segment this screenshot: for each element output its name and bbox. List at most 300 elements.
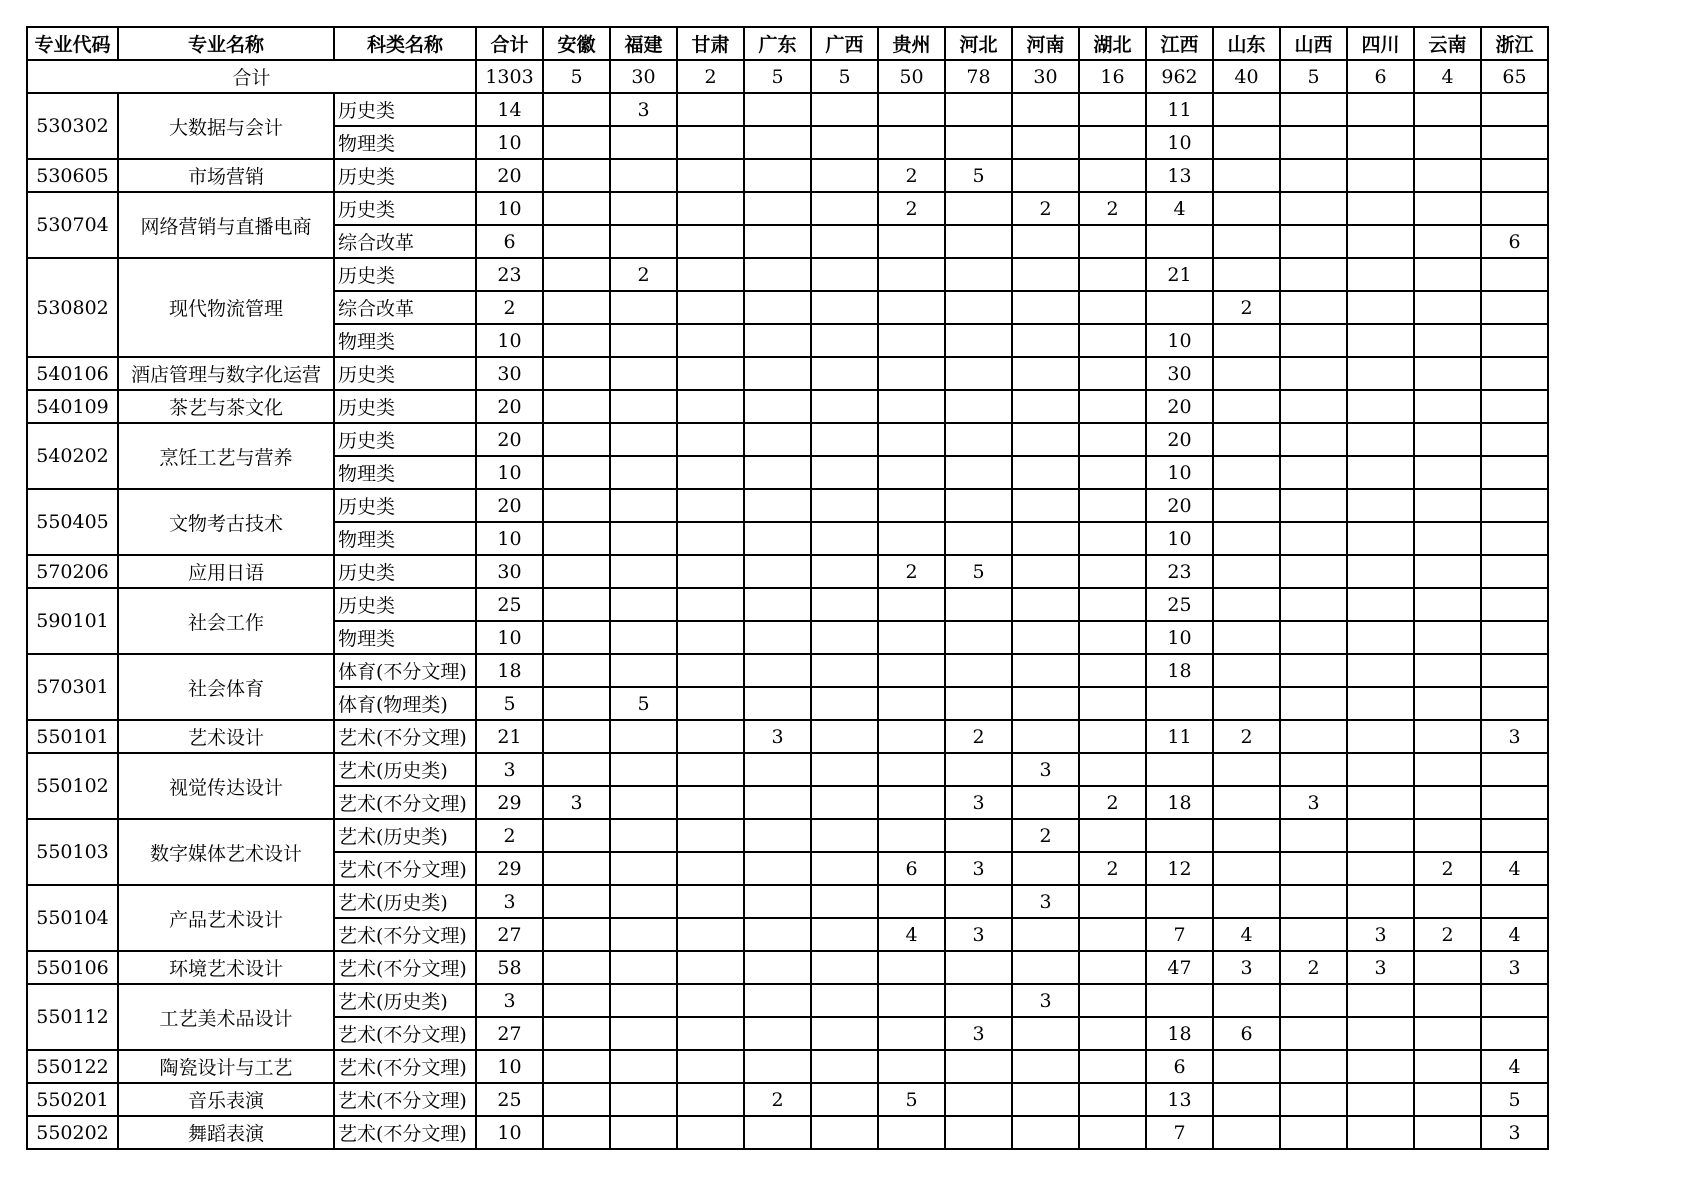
major-name-cell: 大数据与会计 xyxy=(118,93,334,159)
province-count-cell xyxy=(543,621,610,654)
province-count-cell xyxy=(543,126,610,159)
province-count-cell xyxy=(945,1116,1012,1149)
province-count-cell xyxy=(1414,951,1481,984)
province-count-cell xyxy=(1012,720,1079,753)
province-count-cell xyxy=(677,654,744,687)
province-count-cell xyxy=(677,423,744,456)
province-count-cell xyxy=(1079,456,1146,489)
province-count-cell xyxy=(543,720,610,753)
category-cell: 历史类 xyxy=(334,423,476,456)
table-row xyxy=(27,93,1548,126)
province-count-cell: 11 xyxy=(1146,93,1213,126)
province-count-cell xyxy=(1481,621,1548,654)
province-count-cell xyxy=(677,357,744,390)
province-count-cell xyxy=(1012,654,1079,687)
province-count-cell xyxy=(811,1083,878,1116)
province-count-cell xyxy=(610,357,677,390)
category-cell: 体育(物理类) xyxy=(334,687,476,720)
province-count-cell xyxy=(1079,1083,1146,1116)
province-count-cell xyxy=(878,423,945,456)
province-count-cell xyxy=(1079,324,1146,357)
province-count-cell xyxy=(1012,159,1079,192)
province-count-cell: 25 xyxy=(1146,588,1213,621)
province-count-cell xyxy=(543,192,610,225)
province-count-cell xyxy=(1347,621,1414,654)
province-count-cell xyxy=(744,489,811,522)
major-name-cell: 工艺美术品设计 xyxy=(118,984,334,1050)
province-count-cell xyxy=(811,687,878,720)
table-row xyxy=(27,753,1548,786)
province-count-cell xyxy=(1481,984,1548,1017)
major-code-cell: 550405 xyxy=(27,489,118,555)
category-cell: 历史类 xyxy=(334,258,476,291)
province-count-cell xyxy=(1012,225,1079,258)
major-code-cell: 570301 xyxy=(27,654,118,720)
province-count-cell xyxy=(1481,93,1548,126)
province-count-cell: 3 xyxy=(1481,1116,1548,1149)
province-count-cell xyxy=(1079,225,1146,258)
province-count-cell xyxy=(1213,324,1280,357)
province-count-cell xyxy=(543,555,610,588)
header-cell: 广东 xyxy=(744,27,811,60)
province-count-cell xyxy=(610,324,677,357)
table-row xyxy=(27,984,1548,1017)
province-count-cell xyxy=(945,93,1012,126)
province-count-cell: 2 xyxy=(1280,951,1347,984)
province-count-cell xyxy=(543,588,610,621)
header-cell: 湖北 xyxy=(1079,27,1146,60)
province-count-cell xyxy=(610,621,677,654)
province-count-cell xyxy=(811,423,878,456)
total-cell: 5 xyxy=(1280,60,1347,93)
province-count-cell xyxy=(677,93,744,126)
row-total-cell: 29 xyxy=(476,852,543,885)
province-count-cell xyxy=(1213,456,1280,489)
province-count-cell xyxy=(543,489,610,522)
province-count-cell xyxy=(1414,687,1481,720)
province-count-cell xyxy=(610,1050,677,1083)
province-count-cell: 7 xyxy=(1146,918,1213,951)
province-count-cell xyxy=(744,654,811,687)
province-count-cell xyxy=(1414,126,1481,159)
province-count-cell xyxy=(610,456,677,489)
province-count-cell xyxy=(1347,885,1414,918)
province-count-cell xyxy=(1347,852,1414,885)
province-count-cell xyxy=(744,126,811,159)
province-count-cell xyxy=(1012,555,1079,588)
province-count-cell xyxy=(945,588,1012,621)
province-count-cell xyxy=(1079,720,1146,753)
province-count-cell xyxy=(677,687,744,720)
province-count-cell xyxy=(1213,159,1280,192)
province-count-cell: 4 xyxy=(1213,918,1280,951)
major-name-cell: 环境艺术设计 xyxy=(118,951,334,984)
province-count-cell xyxy=(1280,192,1347,225)
province-count-cell xyxy=(1012,423,1079,456)
table-row xyxy=(27,423,1548,456)
province-count-cell xyxy=(811,489,878,522)
row-total-cell: 18 xyxy=(476,654,543,687)
row-total-cell: 58 xyxy=(476,951,543,984)
major-code-cell: 540109 xyxy=(27,390,118,423)
province-count-cell xyxy=(543,819,610,852)
province-count-cell xyxy=(1347,192,1414,225)
total-cell: 962 xyxy=(1146,60,1213,93)
province-count-cell xyxy=(1012,1116,1079,1149)
province-count-cell xyxy=(1012,1083,1079,1116)
province-count-cell xyxy=(811,918,878,951)
province-count-cell xyxy=(945,489,1012,522)
row-total-cell: 10 xyxy=(476,1050,543,1083)
province-count-cell: 2 xyxy=(1079,192,1146,225)
major-name-cell: 视觉传达设计 xyxy=(118,753,334,819)
total-cell: 30 xyxy=(610,60,677,93)
province-count-cell xyxy=(1079,984,1146,1017)
province-count-cell xyxy=(677,522,744,555)
row-total-cell: 30 xyxy=(476,555,543,588)
province-count-cell: 20 xyxy=(1146,390,1213,423)
major-code-cell: 540202 xyxy=(27,423,118,489)
province-count-cell: 5 xyxy=(945,555,1012,588)
province-count-cell xyxy=(1481,192,1548,225)
total-cell: 5 xyxy=(543,60,610,93)
province-count-cell xyxy=(744,984,811,1017)
province-count-cell xyxy=(1347,489,1414,522)
province-count-cell xyxy=(878,1017,945,1050)
category-cell: 艺术(历史类) xyxy=(334,819,476,852)
total-cell: 5 xyxy=(811,60,878,93)
province-count-cell xyxy=(1012,456,1079,489)
province-count-cell: 2 xyxy=(1414,918,1481,951)
province-count-cell xyxy=(945,984,1012,1017)
province-count-cell: 2 xyxy=(1213,291,1280,324)
row-total-cell: 27 xyxy=(476,1017,543,1050)
province-count-cell xyxy=(878,588,945,621)
province-count-cell xyxy=(543,159,610,192)
province-count-cell xyxy=(878,324,945,357)
province-count-cell: 47 xyxy=(1146,951,1213,984)
province-count-cell xyxy=(1414,522,1481,555)
header-cell: 福建 xyxy=(610,27,677,60)
province-count-cell: 4 xyxy=(1146,192,1213,225)
major-name-cell: 艺术设计 xyxy=(118,720,334,753)
major-name-cell: 产品艺术设计 xyxy=(118,885,334,951)
row-total-cell: 10 xyxy=(476,192,543,225)
province-count-cell xyxy=(1414,1116,1481,1149)
province-count-cell xyxy=(1012,489,1079,522)
major-code-cell: 570206 xyxy=(27,555,118,588)
province-count-cell xyxy=(1213,984,1280,1017)
category-cell: 综合改革 xyxy=(334,225,476,258)
province-count-cell xyxy=(1280,93,1347,126)
province-count-cell xyxy=(677,159,744,192)
province-count-cell xyxy=(543,1083,610,1116)
province-count-cell xyxy=(610,1017,677,1050)
province-count-cell xyxy=(1347,1050,1414,1083)
province-count-cell xyxy=(945,324,1012,357)
province-count-cell: 3 xyxy=(610,93,677,126)
province-count-cell xyxy=(1347,159,1414,192)
province-count-cell xyxy=(543,654,610,687)
province-count-cell xyxy=(744,1116,811,1149)
province-count-cell xyxy=(878,621,945,654)
province-count-cell xyxy=(945,753,1012,786)
category-cell: 物理类 xyxy=(334,324,476,357)
province-count-cell xyxy=(1347,687,1414,720)
province-count-cell: 3 xyxy=(1012,885,1079,918)
province-count-cell xyxy=(1012,918,1079,951)
row-total-cell: 25 xyxy=(476,1083,543,1116)
province-count-cell: 13 xyxy=(1146,1083,1213,1116)
province-count-cell: 3 xyxy=(1012,753,1079,786)
province-count-cell xyxy=(1213,819,1280,852)
province-count-cell: 2 xyxy=(1414,852,1481,885)
province-count-cell xyxy=(1079,1017,1146,1050)
province-count-cell xyxy=(543,423,610,456)
province-count-cell xyxy=(878,984,945,1017)
major-code-cell: 550102 xyxy=(27,753,118,819)
province-count-cell xyxy=(744,1050,811,1083)
province-count-cell: 2 xyxy=(1079,852,1146,885)
category-cell: 历史类 xyxy=(334,555,476,588)
category-cell: 综合改革 xyxy=(334,291,476,324)
province-count-cell xyxy=(1347,93,1414,126)
row-total-cell: 21 xyxy=(476,720,543,753)
province-count-cell xyxy=(677,456,744,489)
province-count-cell xyxy=(1012,258,1079,291)
total-cell: 1303 xyxy=(476,60,543,93)
province-count-cell xyxy=(878,522,945,555)
province-count-cell: 3 xyxy=(1213,951,1280,984)
province-count-cell xyxy=(1079,489,1146,522)
province-count-cell xyxy=(677,126,744,159)
province-count-cell xyxy=(1347,126,1414,159)
province-count-cell xyxy=(811,555,878,588)
table-row xyxy=(27,489,1548,522)
table-row xyxy=(27,720,1548,753)
province-count-cell: 10 xyxy=(1146,456,1213,489)
province-count-cell xyxy=(1414,324,1481,357)
province-count-cell xyxy=(543,1017,610,1050)
totals-label: 合计 xyxy=(27,60,476,93)
row-total-cell: 10 xyxy=(476,126,543,159)
province-count-cell xyxy=(1146,687,1213,720)
row-total-cell: 20 xyxy=(476,423,543,456)
province-count-cell xyxy=(1213,126,1280,159)
category-cell: 历史类 xyxy=(334,192,476,225)
province-count-cell xyxy=(1213,390,1280,423)
province-count-cell: 2 xyxy=(1012,819,1079,852)
province-count-cell: 6 xyxy=(878,852,945,885)
province-count-cell xyxy=(811,951,878,984)
province-count-cell xyxy=(543,258,610,291)
province-count-cell xyxy=(543,687,610,720)
province-count-cell: 5 xyxy=(878,1083,945,1116)
province-count-cell xyxy=(811,258,878,291)
province-count-cell xyxy=(1414,1050,1481,1083)
province-count-cell xyxy=(945,1083,1012,1116)
province-count-cell xyxy=(677,621,744,654)
total-cell: 5 xyxy=(744,60,811,93)
province-count-cell xyxy=(1280,654,1347,687)
province-count-cell xyxy=(1079,555,1146,588)
province-count-cell xyxy=(945,390,1012,423)
province-count-cell xyxy=(811,225,878,258)
province-count-cell: 3 xyxy=(1280,786,1347,819)
province-count-cell xyxy=(878,753,945,786)
province-count-cell xyxy=(1213,555,1280,588)
major-code-cell: 530802 xyxy=(27,258,118,357)
row-total-cell: 3 xyxy=(476,885,543,918)
table-row xyxy=(27,192,1548,225)
province-count-cell: 21 xyxy=(1146,258,1213,291)
province-count-cell xyxy=(878,951,945,984)
row-total-cell: 6 xyxy=(476,225,543,258)
province-count-cell xyxy=(1012,93,1079,126)
province-count-cell xyxy=(1347,291,1414,324)
province-count-cell xyxy=(1347,390,1414,423)
province-count-cell xyxy=(744,390,811,423)
province-count-cell xyxy=(1213,885,1280,918)
major-code-cell: 550104 xyxy=(27,885,118,951)
major-name-cell: 社会体育 xyxy=(118,654,334,720)
province-count-cell xyxy=(1012,687,1079,720)
table-row xyxy=(27,1083,1548,1116)
province-count-cell xyxy=(543,885,610,918)
province-count-cell xyxy=(610,885,677,918)
province-count-cell: 2 xyxy=(1213,720,1280,753)
row-total-cell: 20 xyxy=(476,489,543,522)
province-count-cell xyxy=(1347,1083,1414,1116)
table-row xyxy=(27,654,1548,687)
province-count-cell xyxy=(1347,555,1414,588)
province-count-cell xyxy=(1347,753,1414,786)
province-count-cell xyxy=(1280,1083,1347,1116)
major-name-cell: 茶艺与茶文化 xyxy=(118,390,334,423)
province-count-cell xyxy=(1414,159,1481,192)
province-count-cell: 18 xyxy=(1146,786,1213,819)
province-count-cell xyxy=(811,93,878,126)
province-count-cell xyxy=(744,1017,811,1050)
table-row xyxy=(27,1116,1548,1149)
province-count-cell xyxy=(1079,258,1146,291)
province-count-cell xyxy=(1347,786,1414,819)
table-row xyxy=(27,555,1548,588)
province-count-cell xyxy=(1414,753,1481,786)
major-code-cell: 530704 xyxy=(27,192,118,258)
province-count-cell xyxy=(1481,126,1548,159)
province-count-cell xyxy=(811,126,878,159)
province-count-cell: 2 xyxy=(610,258,677,291)
province-count-cell xyxy=(1146,819,1213,852)
province-count-cell xyxy=(1347,324,1414,357)
province-count-cell xyxy=(610,423,677,456)
province-count-cell xyxy=(945,819,1012,852)
province-count-cell xyxy=(1414,588,1481,621)
province-count-cell xyxy=(677,291,744,324)
province-count-cell xyxy=(610,654,677,687)
province-count-cell xyxy=(1481,489,1548,522)
major-code-cell: 550201 xyxy=(27,1083,118,1116)
province-count-cell xyxy=(878,720,945,753)
table-row xyxy=(27,258,1548,291)
header-cell: 山西 xyxy=(1280,27,1347,60)
header-cell: 四川 xyxy=(1347,27,1414,60)
province-count-cell xyxy=(878,1050,945,1083)
province-count-cell xyxy=(610,126,677,159)
category-cell: 艺术(历史类) xyxy=(334,984,476,1017)
totals-row xyxy=(27,60,1548,93)
province-count-cell xyxy=(677,918,744,951)
row-total-cell: 3 xyxy=(476,753,543,786)
row-total-cell: 10 xyxy=(476,621,543,654)
province-count-cell xyxy=(1280,588,1347,621)
province-count-cell xyxy=(677,258,744,291)
province-count-cell xyxy=(744,918,811,951)
province-count-cell xyxy=(1079,93,1146,126)
province-count-cell: 2 xyxy=(878,192,945,225)
major-name-cell: 现代物流管理 xyxy=(118,258,334,357)
province-count-cell xyxy=(1414,621,1481,654)
category-cell: 艺术(不分文理) xyxy=(334,1050,476,1083)
province-count-cell xyxy=(1347,456,1414,489)
province-count-cell xyxy=(543,357,610,390)
province-count-cell xyxy=(1213,258,1280,291)
province-count-cell xyxy=(543,93,610,126)
province-count-cell xyxy=(878,456,945,489)
table-row xyxy=(27,390,1548,423)
province-count-cell xyxy=(610,1083,677,1116)
province-count-cell xyxy=(878,885,945,918)
province-count-cell xyxy=(1079,1116,1146,1149)
province-count-cell xyxy=(1213,588,1280,621)
province-count-cell xyxy=(878,357,945,390)
province-count-cell xyxy=(1213,621,1280,654)
province-count-cell xyxy=(543,390,610,423)
province-count-cell xyxy=(811,588,878,621)
province-count-cell xyxy=(945,357,1012,390)
province-count-cell xyxy=(1280,489,1347,522)
row-total-cell: 20 xyxy=(476,390,543,423)
province-count-cell: 5 xyxy=(1481,1083,1548,1116)
row-total-cell: 10 xyxy=(476,1116,543,1149)
province-count-cell xyxy=(543,984,610,1017)
province-count-cell xyxy=(1012,852,1079,885)
province-count-cell xyxy=(811,1017,878,1050)
province-count-cell xyxy=(945,423,1012,456)
province-count-cell xyxy=(1079,588,1146,621)
province-count-cell xyxy=(1280,819,1347,852)
province-count-cell xyxy=(1280,621,1347,654)
province-count-cell xyxy=(543,918,610,951)
province-count-cell xyxy=(1280,885,1347,918)
header-cell: 专业名称 xyxy=(118,27,334,60)
province-count-cell xyxy=(677,1116,744,1149)
province-count-cell xyxy=(677,1083,744,1116)
province-count-cell xyxy=(543,324,610,357)
major-name-cell: 市场营销 xyxy=(118,159,334,192)
total-cell: 6 xyxy=(1347,60,1414,93)
major-name-cell: 酒店管理与数字化运营 xyxy=(118,357,334,390)
province-count-cell xyxy=(1213,489,1280,522)
province-count-cell xyxy=(1414,720,1481,753)
province-count-cell xyxy=(543,852,610,885)
province-count-cell xyxy=(677,1017,744,1050)
province-count-cell xyxy=(744,225,811,258)
province-count-cell xyxy=(744,852,811,885)
province-count-cell xyxy=(1414,258,1481,291)
province-count-cell xyxy=(811,324,878,357)
